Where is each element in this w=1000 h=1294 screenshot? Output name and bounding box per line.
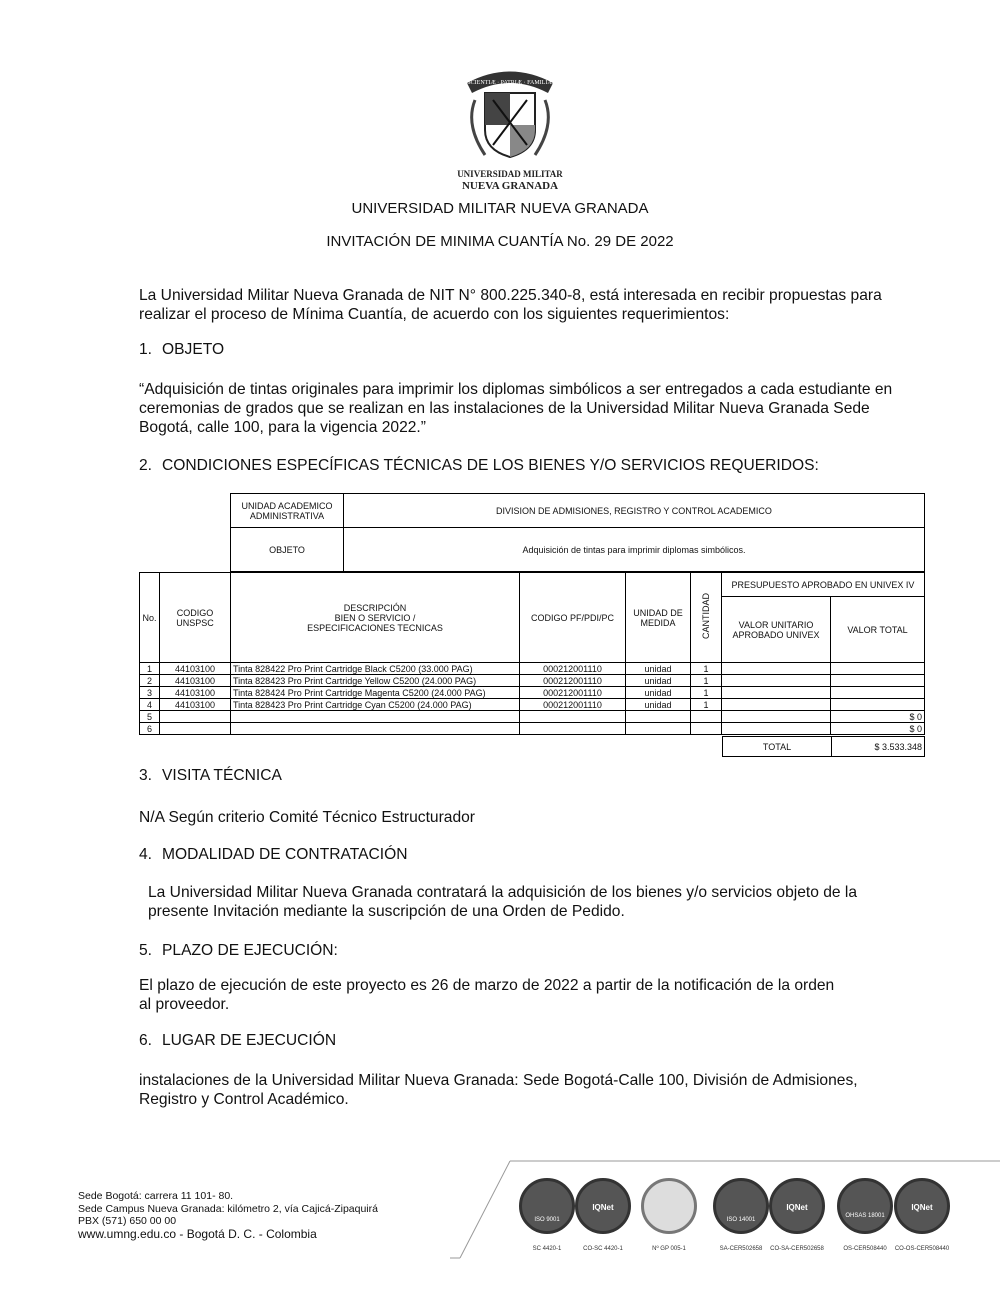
footer-line-4: www.umng.edu.co - Bogotá D. C. - Colombia [78,1226,317,1241]
section-4-heading: 4. MODALIDAD DE CONTRATACIÓN [139,846,408,863]
table-row: 4 44103100 Tinta 828423 Pro Print Cartridge Cyan C5200 (24.000 PAG) 000212001110 unidad 1 [140,699,925,711]
logo-motto: SCIENTIÆ · PATRIÆ · FAMILIÆ [467,80,553,86]
col-code-header: CODIGO UNSPSC [160,573,231,663]
table-row: 2 44103100 Tinta 828423 Pro Print Cartridge Yellow C5200 (24.000 PAG) 000212001110 unidad 1 [140,675,925,687]
footer-line-2: Sede Campus Nueva Granada: kilómetro 2, vía Cajicá-Zipaquirá [78,1202,378,1215]
section-3-heading: 3. VISITA TÉCNICA [139,767,282,784]
total-label: TOTAL [723,737,832,757]
col-total-header: VALOR TOTAL [831,597,925,663]
footer-line-3: PBX (571) 650 00 00 [78,1215,177,1227]
section-6-heading: 6. LUGAR DE EJECUCIÓN [139,1032,337,1049]
institution-title: UNIVERSIDAD MILITAR NUEVA GRANADA [351,200,649,217]
cert-label: CO-SC 4420-1 [583,1246,623,1252]
iso-9001-icon: ISO 9001 [519,1178,575,1234]
logo-line-2: NUEVA GRANADA [461,180,559,192]
section-1-heading: 1. OBJETO [139,341,225,358]
ohsas-18001-icon: OHSAS 18001 [837,1178,893,1234]
footer-address [78,1190,378,1240]
col-pf-header: CODIGO PF/PDI/PC [520,573,626,663]
items-table [139,572,925,735]
section-3-body: N/A Según criterio Comité Técnico Estructurador [139,809,475,826]
col-budget-header: PRESUPUESTO APROBADO EN UNIVEX IV [722,573,925,597]
cert-label: SC 4420-1 [532,1246,562,1252]
cert-label: Nº GP 005-1 [652,1246,686,1252]
footer-line-1: Sede Bogotá: carrera 11 101- 80. [78,1190,234,1202]
table-row: 3 44103100 Tinta 828424 Pro Print Cartridge Magenta C5200 (24.000 PAG) 000212001110 unidad 1 [140,687,925,699]
col-description-header: DESCRIPCIÓN BIEN O SERVICIO / ESPECIFICACIONES TECNICAS [231,573,520,663]
section-1-body: “Adquisición de tintas originales para imprimir los diplomas simbólicos a ser entregados a cada estudiante en ceremonias de grados que se realizan en las instalaciones de la Universidad Militar Nueva Granada Sede Bogotá, calle 100, para la vigencia 2022.” [139,381,893,436]
invitation-title: INVITACIÓN DE MINIMA CUANTÍA No. 29 DE 2022 [326,233,674,250]
unit-label: UNIDAD ACADEMICO ADMINISTRATIVA [231,494,344,528]
section-6-body: instalaciones de la Universidad Militar Nueva Granada: Sede Bogotá-Calle 100, División de Admisiones, Registro y Control Académico. [139,1072,858,1108]
cert-label: SA-CER502658 [719,1246,763,1252]
university-logo [455,55,565,195]
university-shield-icon [455,55,565,195]
section-5-body: El plazo de ejecución de este proyecto es 26 de marzo de 2022 a partir de la notificación de la orden al proveedor. [139,977,835,1013]
intro-paragraph: La Universidad Militar Nueva Granada de NIT N° 800.225.340-8, está interesada en recibir propuestas para realizar el proceso de Mínima Cuantía, de acuerdo con los siguientes requerimientos: [139,287,882,323]
object-value: Adquisición de tintas para imprimir diplomas simbólicos. [344,528,925,572]
col-no-header: No. [140,573,160,663]
col-unit-value-header: VALOR UNITARIO APROBADO UNIVEX [722,597,831,663]
unit-table [230,493,925,572]
section-4-body: La Universidad Militar Nueva Granada contratará la adquisición de los bienes y/o servicios objeto de la presente Invitación mediante la suscripción de una Orden de Pedido. [148,884,858,920]
total-value: $ 3.533.348 [832,737,925,757]
col-qty-header: CANTIDAD [691,573,722,663]
unit-value: DIVISION DE ADMISIONES, REGISTRO Y CONTROL ACADEMICO [344,494,925,528]
col-unit-header: UNIDAD DE MEDIDA [626,573,691,663]
iqnet-icon: IQNet [575,1178,631,1234]
table-row: 6 $ 0 [140,723,925,735]
iqnet-icon: IQNet [769,1178,825,1234]
colombia-seal-icon [641,1178,697,1234]
cert-label: CO-OS-CER508440 [894,1246,950,1252]
iso-14001-icon: ISO 14001 [713,1178,769,1234]
section-2-heading: 2. CONDICIONES ESPECÍFICAS TÉCNICAS DE LOS BIENES Y/O SERVICIOS REQUERIDOS: [139,457,819,474]
table-row: 1 44103100 Tinta 828422 Pro Print Cartridge Black C5200 (33.000 PAG) 000212001110 unidad 1 [140,663,925,675]
table-row: 5 $ 0 [140,711,925,723]
iqnet-icon: IQNet [894,1178,950,1234]
object-label: OBJETO [231,528,344,572]
cert-label: CO-SA-CER502658 [770,1246,824,1252]
section-5-heading: 5. PLAZO DE EJECUCIÓN: [139,942,338,959]
total-table [722,736,925,757]
cert-label: OS-CER508440 [843,1246,887,1252]
logo-line-1: UNIVERSIDAD MILITAR [457,169,563,179]
